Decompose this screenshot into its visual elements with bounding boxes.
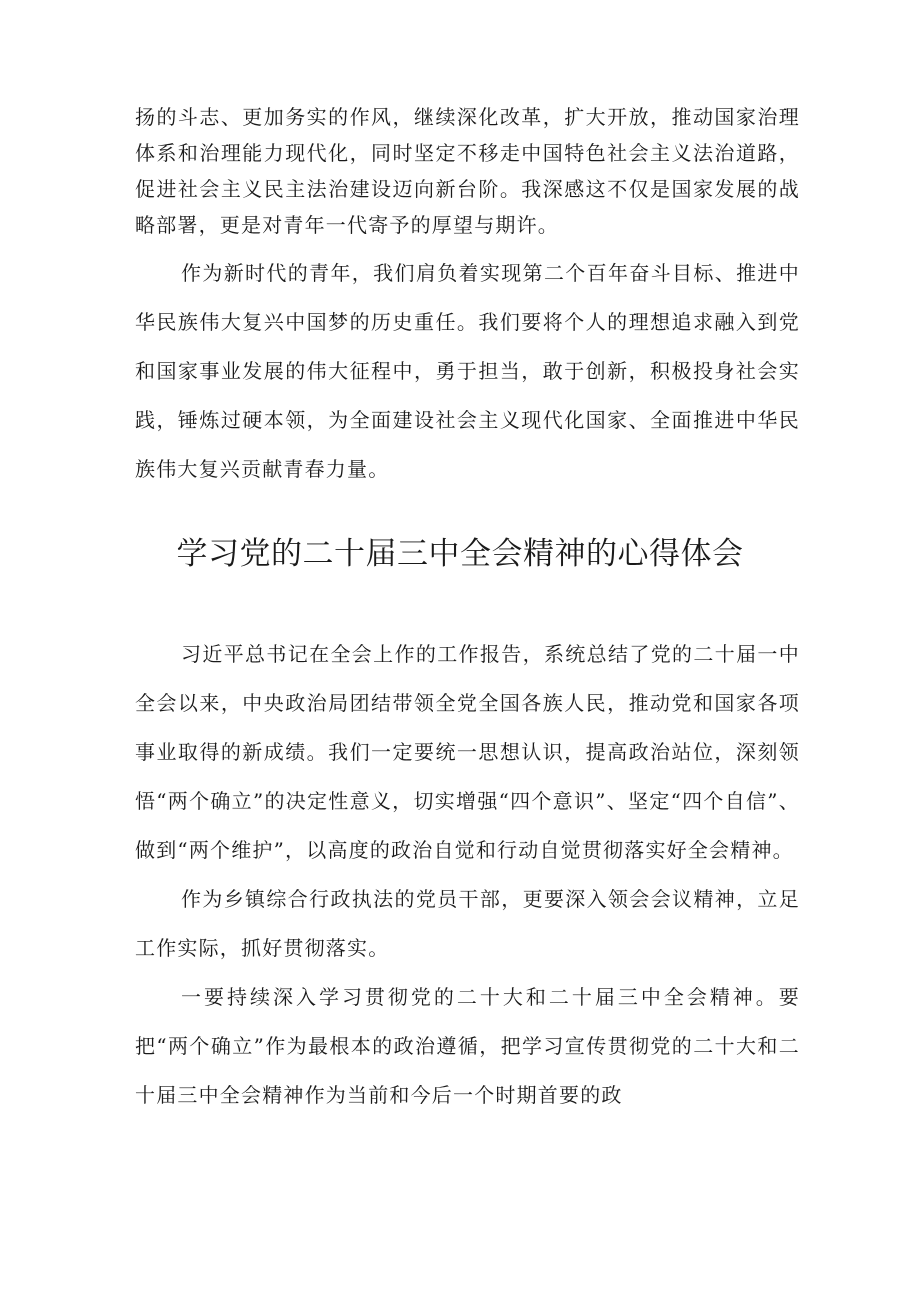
intro-section: [135, 99, 800, 494]
intro-paragraph: 作为新时代的青年，我们肩负着实现第二个百年奋斗目标、推进中华民族伟大复兴中国梦的历史重任。我们要将个人的理想追求融入到党和国家事业发展的伟大征程中，勇于担当，敢于创新，积极投身社会实践，锤炼过硬本领，为全面建设社会主义现代化国家、全面推进中华民族伟大复兴贡献青春力量。: [135, 261, 800, 481]
article-paragraph: 习近平总书记在全会上作的工作报告，系统总结了党的二十届一中全会以来，中央政治局团结带领全党全国各族人民，推动党和国家各项事业取得的新成绩。我们一定要统一思想认识，提高政治站位，深刻领悟“两个确立”的决定性意义，切实增强“四个意识”、坚定“四个自信”、做到“两个维护”，以高度的政治自觉和行动自觉贯彻落实好全会精神。: [135, 642, 800, 862]
article-paragraph: 作为乡镇综合行政执法的党员干部，更要深入领会会议精神，立足工作实际，抓好贯彻落实。: [135, 887, 800, 960]
article-body: [135, 630, 800, 1120]
article-paragraph: 一要持续深入学习贯彻党的二十大和二十届三中全会精神。要把“两个确立”作为最根本的政治遵循，把学习宣传贯彻党的二十大和二十届三中全会精神作为当前和今后一个时期首要的政: [135, 985, 800, 1107]
intro-paragraph-continued: 扬的斗志、更加务实的作风，继续深化改革，扩大开放，推动国家治理体系和治理能力现代化，同时坚定不移走中国特色社会主义法治道路，促进社会主义民主法治建设迈向新台阶。我深感这不仅是国家发展的战略部署，更是对青年一代寄予的厚望与期许。: [135, 105, 800, 237]
article-title: 学习党的二十届三中全会精神的心得体会: [176, 536, 744, 572]
